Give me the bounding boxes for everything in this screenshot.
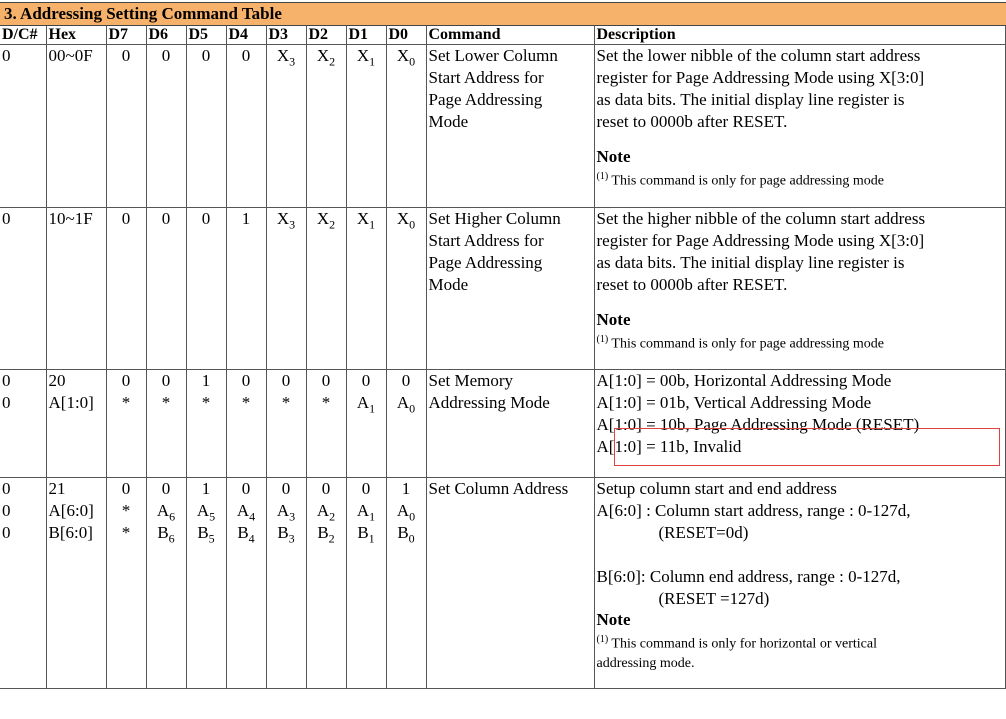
cell-bit-d4 [226, 370, 266, 478]
cell-description [594, 208, 1006, 370]
bit-value: * [201, 393, 211, 412]
description-text: register for Page Addressing Mode using X[3:0] [596, 68, 925, 87]
bit-value: * [121, 393, 131, 412]
hex-value: A[6:0] [48, 501, 94, 520]
cell-bit-d6 [146, 208, 186, 370]
bit-value: 0 [361, 371, 371, 390]
cell-bit-d1 [346, 370, 386, 478]
header-d6: D6 [146, 26, 186, 45]
bit-value: $B_0$ [397, 523, 415, 546]
description-text: Set the lower nibble of the column start address [596, 46, 921, 65]
bit-value: 0 [241, 371, 251, 390]
description-text: Set the higher nibble of the column start address [596, 209, 926, 228]
note-text [597, 630, 1004, 654]
cell-command [426, 370, 594, 478]
cell-bit-d3 [266, 478, 306, 689]
cell-bit-d3 [266, 45, 306, 208]
bit-value: 0 [401, 371, 411, 390]
cell-bit-d6 [146, 478, 186, 689]
bit-value: $B_1$ [357, 523, 375, 546]
header-d5: D5 [186, 26, 226, 45]
addressing-command-table [0, 26, 1006, 689]
hex-value: B[6:0] [48, 523, 93, 542]
bit-value: 0 [121, 46, 131, 65]
highlight-box [614, 428, 1000, 466]
cell-bit-d2 [306, 45, 346, 208]
table-header-row [0, 26, 1006, 45]
cell-bit-d0 [386, 45, 426, 208]
bit-value: $X_3$ [276, 46, 296, 69]
bit-value: 0 [321, 371, 331, 390]
bit-value: * [121, 523, 131, 542]
command-text: Page Addressing [428, 90, 543, 109]
bit-value: 0 [201, 46, 211, 65]
header-command: Command [426, 26, 594, 45]
cell-bit-d4 [226, 45, 266, 208]
note-title: Note [596, 610, 631, 629]
dc-value: 0 [2, 393, 11, 412]
bit-value: 1 [201, 479, 211, 498]
command-text: Start Address for [428, 231, 544, 250]
bit-value: 0 [241, 46, 251, 65]
bit-value: $X_1$ [356, 46, 376, 69]
cell-dc [0, 370, 46, 478]
dc-value: 0 [2, 501, 11, 520]
cell-bit-d5 [186, 45, 226, 208]
description-text: register for Page Addressing Mode using X[3:0] [596, 231, 925, 250]
description-text: A[1:0] = 11b, Invalid [596, 437, 742, 456]
cell-bit-d5 [186, 370, 226, 478]
note-title: Note [596, 147, 631, 166]
note-text [597, 167, 1004, 191]
description-text: A[1:0] = 01b, Vertical Addressing Mode [596, 393, 872, 412]
bit-value: $A_0$ [396, 501, 416, 524]
bit-value: $A_2$ [316, 501, 336, 524]
bit-value: * [321, 393, 331, 412]
header-hex: Hex [46, 26, 106, 45]
command-text: Mode [428, 112, 469, 131]
description-text: as data bits. The initial display line register is [596, 90, 905, 109]
cell-bit-d7 [106, 45, 146, 208]
bit-value: 0 [281, 479, 291, 498]
bit-value: 0 [121, 209, 131, 228]
hex-value: 00~0F [48, 46, 93, 65]
bit-value: $A_1$ [356, 393, 376, 416]
description-text: A[1:0] = 00b, Horizontal Addressing Mode [596, 371, 892, 390]
cell-description [594, 45, 1006, 208]
section-title: 3. Addressing Setting Command Table [0, 2, 1006, 26]
bit-value: $X_0$ [396, 46, 416, 69]
bit-value: $B_2$ [317, 523, 335, 546]
note-text-body: This command is only for page addressing mode [608, 336, 884, 352]
header-d1: D1 [346, 26, 386, 45]
cell-bit-d0 [386, 478, 426, 689]
cell-bit-d2 [306, 208, 346, 370]
bit-value: 0 [121, 479, 131, 498]
command-text: Set Memory [428, 371, 514, 390]
cell-hex [46, 370, 106, 478]
bit-value: 0 [161, 46, 171, 65]
cell-bit-d1 [346, 478, 386, 689]
bit-value: 0 [241, 479, 251, 498]
bit-value: * [241, 393, 251, 412]
table-row [0, 478, 1006, 689]
bit-value: 0 [161, 479, 171, 498]
cell-bit-d0 [386, 208, 426, 370]
header-d2: D2 [306, 26, 346, 45]
cell-bit-d7 [106, 478, 146, 689]
dc-value: 0 [2, 523, 11, 542]
note-mark: (1) [596, 171, 609, 182]
hex-value: A[1:0] [48, 393, 94, 412]
cell-command [426, 45, 594, 208]
bit-value: $B_3$ [277, 523, 295, 546]
description-text: reset to 0000b after RESET. [596, 112, 788, 131]
command-text: Mode [428, 275, 469, 294]
header-description: Description [594, 26, 1006, 45]
command-text: Page Addressing [428, 253, 543, 272]
dc-value: 0 [2, 209, 11, 228]
bit-value: 1 [241, 209, 251, 228]
header-d0: D0 [386, 26, 426, 45]
cell-bit-d4 [226, 208, 266, 370]
command-text: Start Address for [428, 68, 544, 87]
table-row [0, 208, 1006, 370]
cell-bit-d5 [186, 478, 226, 689]
bit-value: $X_0$ [396, 209, 416, 232]
cell-bit-d2 [306, 478, 346, 689]
header-d7: D7 [106, 26, 146, 45]
cell-dc [0, 478, 46, 689]
cell-bit-d7 [106, 370, 146, 478]
note-mark: (1) [596, 334, 609, 345]
command-text: Set Lower Column [428, 46, 558, 65]
hex-value: 21 [48, 479, 66, 498]
cell-bit-d3 [266, 208, 306, 370]
command-text: Set Higher Column [428, 209, 561, 228]
bit-value: 1 [201, 371, 211, 390]
bit-value: 0 [161, 209, 171, 228]
cell-hex [46, 45, 106, 208]
cell-command [426, 208, 594, 370]
cell-bit-d7 [106, 208, 146, 370]
cell-command [426, 478, 594, 689]
cell-dc [0, 208, 46, 370]
description-text: reset to 0000b after RESET. [596, 275, 788, 294]
note-text-continued: addressing mode. [596, 655, 695, 671]
cell-bit-d2 [306, 370, 346, 478]
note-title: Note [596, 310, 631, 329]
dc-value: 0 [2, 371, 11, 390]
bit-value: $A_3$ [276, 501, 296, 524]
description-text: (RESET =127d) [658, 589, 770, 608]
hex-value: 10~1F [48, 209, 93, 228]
cell-bit-d1 [346, 45, 386, 208]
bit-value: $B_5$ [197, 523, 215, 546]
header-d3: D3 [266, 26, 306, 45]
bit-value: $X_2$ [316, 46, 336, 69]
cell-bit-d1 [346, 208, 386, 370]
bit-value: 0 [161, 371, 171, 390]
header-d4: D4 [226, 26, 266, 45]
bit-value: * [161, 393, 171, 412]
bit-value: $B_6$ [157, 523, 175, 546]
bit-value: $A_5$ [196, 501, 216, 524]
bit-value: $B_4$ [237, 523, 255, 546]
bit-value: $A_4$ [236, 501, 256, 524]
cell-dc [0, 45, 46, 208]
cell-bit-d6 [146, 45, 186, 208]
note-text-body: This command is only for page addressing mode [608, 173, 884, 189]
bit-value: 0 [361, 479, 371, 498]
bit-value: $A_0$ [396, 393, 416, 416]
bit-value: $X_1$ [356, 209, 376, 232]
bit-value: 0 [321, 479, 331, 498]
note-text [597, 330, 1004, 354]
dc-value: 0 [2, 479, 11, 498]
description-text: as data bits. The initial display line register is [596, 253, 905, 272]
bit-value: * [281, 393, 291, 412]
note-text-body: This command is only for horizontal or vertical [608, 636, 877, 652]
cell-bit-d5 [186, 208, 226, 370]
header-dc: D/C# [0, 26, 46, 45]
description-text [597, 544, 1004, 566]
description-text: B[6:0]: Column end address, range : 0-127d, [596, 567, 901, 586]
table-row [0, 45, 1006, 208]
command-text: Addressing Mode [428, 393, 550, 412]
cell-bit-d3 [266, 370, 306, 478]
description-text: A[6:0] : Column start address, range : 0-127d, [596, 501, 911, 520]
bit-value: $A_1$ [356, 501, 376, 524]
bit-value: 0 [281, 371, 291, 390]
cell-hex [46, 208, 106, 370]
hex-value: 20 [48, 371, 66, 390]
bit-value: 1 [401, 479, 411, 498]
command-text: Set Column Address [428, 479, 569, 498]
bit-value: 0 [201, 209, 211, 228]
note-mark: (1) [596, 634, 609, 645]
cell-bit-d4 [226, 478, 266, 689]
bit-value: $X_2$ [316, 209, 336, 232]
bit-value: 0 [121, 371, 131, 390]
bit-value: $X_3$ [276, 209, 296, 232]
cell-description [594, 478, 1006, 689]
cell-hex [46, 478, 106, 689]
description-text: A[1:0] = 10b, Page Addressing Mode (RESET) [596, 415, 920, 434]
bit-value: * [121, 501, 131, 520]
description-text: (RESET=0d) [658, 523, 749, 542]
bit-value: $A_6$ [156, 501, 176, 524]
cell-bit-d6 [146, 370, 186, 478]
dc-value: 0 [2, 46, 11, 65]
cell-bit-d0 [386, 370, 426, 478]
description-text: Setup column start and end address [596, 479, 837, 498]
